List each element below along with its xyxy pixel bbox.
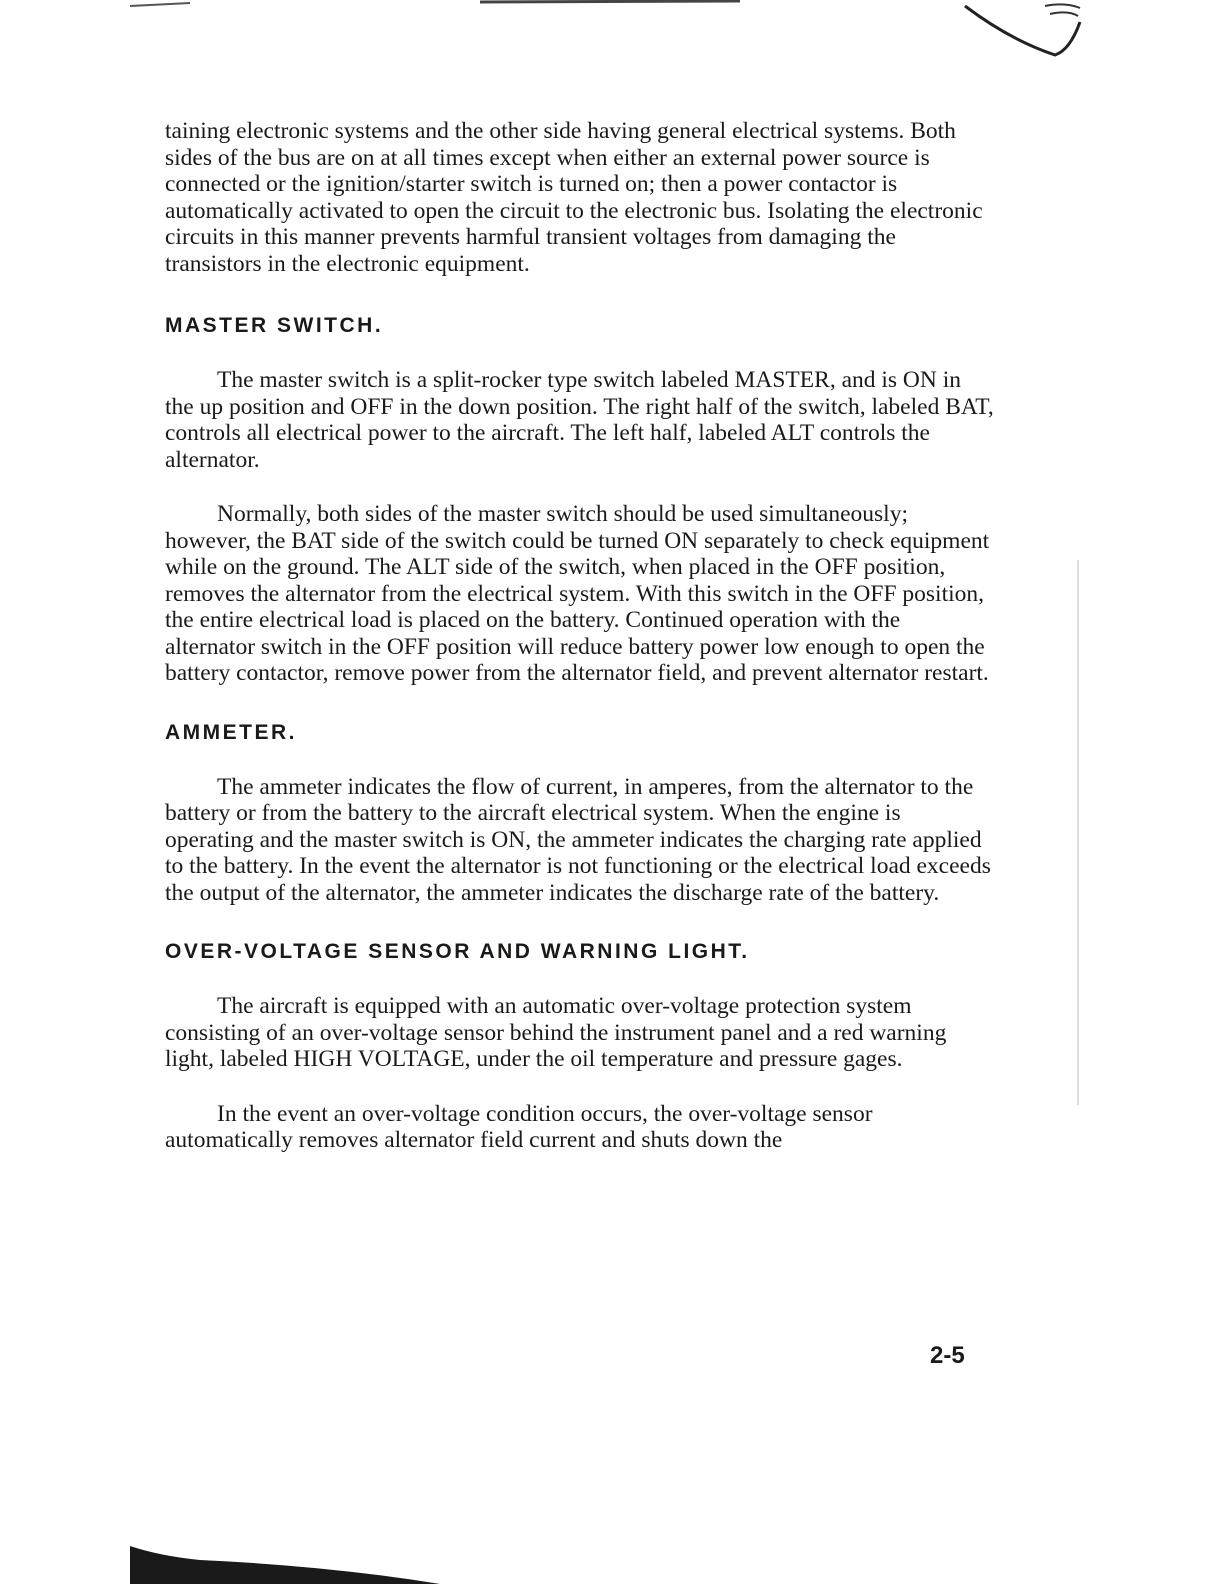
ammeter-paragraph: The ammeter indicates the flow of current, in amperes, from the alternator to the battery or from the battery to the aircraft electrical system. When the engine is operating and the master switch is ON, the ammeter indicates the charging rate applied to the battery. In the event the alternator is not functioning or the electrical load exceeds the output of the alternator, the ammeter indicates the discharge rate of the battery. bbox=[165, 773, 991, 906]
page-body bbox=[165, 118, 995, 1154]
ammeter-heading: AMMETER. bbox=[165, 720, 297, 744]
over-voltage-paragraph-1: The aircraft is equipped with an automatic over-voltage protection system consisting of an over-voltage sensor behind the instrument panel and a red warning light, labeled HIGH VOLTAGE, under the oil temperature and pressure gages. bbox=[165, 993, 947, 1072]
bottom-left-mark bbox=[130, 1546, 440, 1584]
master-switch-heading: MASTER SWITCH. bbox=[165, 314, 384, 337]
top-left-mark bbox=[130, 3, 190, 6]
master-switch-paragraph-2: Normally, both sides of the master switch should be used simultaneously; however, the BAT side of the switch could be turned ON separately to check equipment while on the ground. The ALT side of the switch, when placed in the OFF position, removes the alternator from the electrical system. With this switch in the OFF position, the entire electrical load is placed on the battery. Continued operation with the alternator switch in the OFF position will reduce battery power low enough to open the battery contactor, remove power from the alternator field, and prevent alternator restart. bbox=[165, 501, 990, 686]
over-voltage-heading: OVER-VOLTAGE SENSOR AND WARNING LIGHT. bbox=[165, 940, 750, 963]
top-center-mark bbox=[480, 1, 740, 2]
intro-paragraph: taining electronic systems and the other side having general electrical systems. Both sides of the bus are on at all times except when either an external power source is connected or the ignition/starter switch is turned on; then a power contactor is automatically activated to open the circuit to the electronic bus. Isolating the electronic circuits in this manner prevents harmful transient voltages from damaging the transistors in the electronic equipment. bbox=[165, 118, 983, 277]
page-number: 2-5 bbox=[930, 1342, 965, 1369]
over-voltage-paragraph-2: In the event an over-voltage condition occurs, the over-voltage sensor automatically removes alternator field current and shuts down the bbox=[165, 1100, 873, 1153]
master-switch-paragraph-1: The master switch is a split-rocker type switch labeled MASTER, and is ON in the up position and OFF in the down position. The right half of the switch, labeled BAT, controls all electrical power to the aircraft. The left half, labeled ALT controls the alternator. bbox=[165, 367, 994, 473]
top-right-scribble bbox=[1045, 4, 1080, 16]
